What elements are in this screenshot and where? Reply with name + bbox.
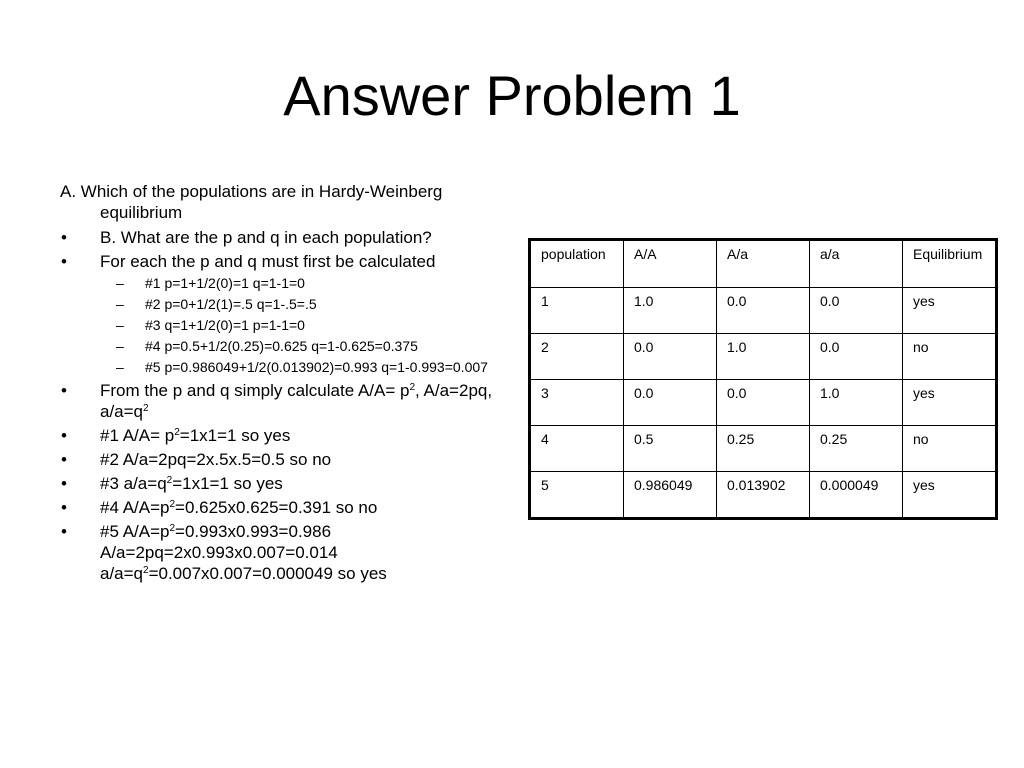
sub-bullet-pop4: – #4 p=0.5+1/2(0.25)=0.625 q=1-0.625=0.375 — [100, 338, 510, 355]
bullet-question-b: • B. What are the p and q in each population? — [60, 227, 510, 248]
table-cell: 0.013902 — [717, 472, 810, 519]
header-cell: Equilibrium — [903, 240, 997, 288]
table-cell: 1.0 — [717, 334, 810, 380]
bullet-pop1-result — [60, 425, 510, 446]
table-cell: 3 — [530, 380, 624, 426]
superscript: 2 — [143, 403, 149, 414]
text: #3 a/a=q — [100, 474, 167, 493]
slide-body — [60, 181, 510, 587]
text: From the p and q simply calculate A/A= p — [100, 381, 410, 400]
bullet-pop4-result — [60, 497, 510, 518]
table-cell: 0.0 — [717, 380, 810, 426]
header-cell: population — [530, 240, 624, 288]
bullet-pop3-result — [60, 473, 510, 494]
sub-bullet-pop2: – #2 p=0+1/2(1)=.5 q=1-.5=.5 — [100, 296, 510, 313]
table-row — [530, 380, 997, 426]
table-row — [530, 288, 997, 334]
sub-bullet-pop3: – #3 q=1+1/2(0)=1 p=1-1=0 — [100, 317, 510, 334]
text: =0.993x0.993=0.986 — [175, 522, 332, 541]
table-cell: yes — [903, 288, 997, 334]
table-cell: no — [903, 334, 997, 380]
text: a/a=q — [100, 564, 144, 583]
text: =1x1=1 so yes — [172, 474, 283, 493]
text: A/a=2pq=2x0.993x0.007=0.014 — [100, 543, 338, 562]
bullet-pop2-result: • #2 A/a=2pq=2x.5x.5=0.5 so no — [60, 449, 510, 470]
table-cell: 4 — [530, 426, 624, 472]
results-table-wrapper — [528, 238, 998, 520]
text: #5 A/A=p — [100, 522, 170, 541]
table-cell: 0.0 — [624, 334, 717, 380]
text: , A/a=2pq, a/a=q — [100, 381, 493, 421]
results-table — [528, 238, 998, 520]
bullet-text: For each the p and q must first be calculated — [100, 252, 436, 271]
table-header-row — [530, 240, 997, 288]
bullet-genotype-formulas — [60, 380, 510, 422]
table-cell: 0.000049 — [810, 472, 903, 519]
table-cell: 0.986049 — [624, 472, 717, 519]
table-cell: 0.25 — [717, 426, 810, 472]
superscript: 2 — [143, 565, 149, 576]
superscript: 2 — [169, 523, 176, 534]
table-cell: 5 — [530, 472, 624, 519]
sub-bullet-list — [100, 275, 510, 376]
sub-bullet-pop1: – #1 p=1+1/2(0)=1 q=1-1=0 — [100, 275, 510, 292]
bullet-pop5-result — [60, 521, 510, 584]
table-cell: 1 — [530, 288, 624, 334]
table-row — [530, 334, 997, 380]
text: =0.007x0.007=0.000049 so yes — [148, 564, 387, 583]
table-cell: no — [903, 426, 997, 472]
text: #4 A/A=p — [100, 498, 170, 517]
table-cell: 1.0 — [624, 288, 717, 334]
superscript: 2 — [174, 427, 180, 438]
table-cell: 0.0 — [810, 288, 903, 334]
header-cell: a/a — [810, 240, 903, 288]
table-row — [530, 472, 997, 519]
table-cell: 0.0 — [624, 380, 717, 426]
text: #1 A/A= p — [100, 426, 175, 445]
table-cell: yes — [903, 472, 997, 519]
header-cell: A/A — [624, 240, 717, 288]
table-cell: 0.5 — [624, 426, 717, 472]
text: =1x1=1 so yes — [179, 426, 291, 445]
bullet-calculate-pq — [60, 251, 510, 376]
table-row — [530, 426, 997, 472]
header-cell: A/a — [717, 240, 810, 288]
superscript: 2 — [409, 382, 416, 393]
table-cell: 1.0 — [810, 380, 903, 426]
table-cell: 0.0 — [717, 288, 810, 334]
table-cell: 0.25 — [810, 426, 903, 472]
bullet-list — [60, 227, 510, 584]
superscript: 2 — [169, 499, 176, 510]
superscript: 2 — [166, 475, 173, 486]
table-cell: 2 — [530, 334, 624, 380]
table-cell: yes — [903, 380, 997, 426]
text: =0.625x0.625=0.391 so no — [175, 498, 378, 517]
slide-title: Answer Problem 1 — [283, 64, 741, 127]
question-a: A. Which of the populations are in Hardy-Weinberg equilibrium — [60, 182, 443, 222]
table-cell: 0.0 — [810, 334, 903, 380]
sub-bullet-pop5: – #5 p=0.986049+1/2(0.013902)=0.993 q=1-0.993=0.007 — [100, 359, 510, 376]
